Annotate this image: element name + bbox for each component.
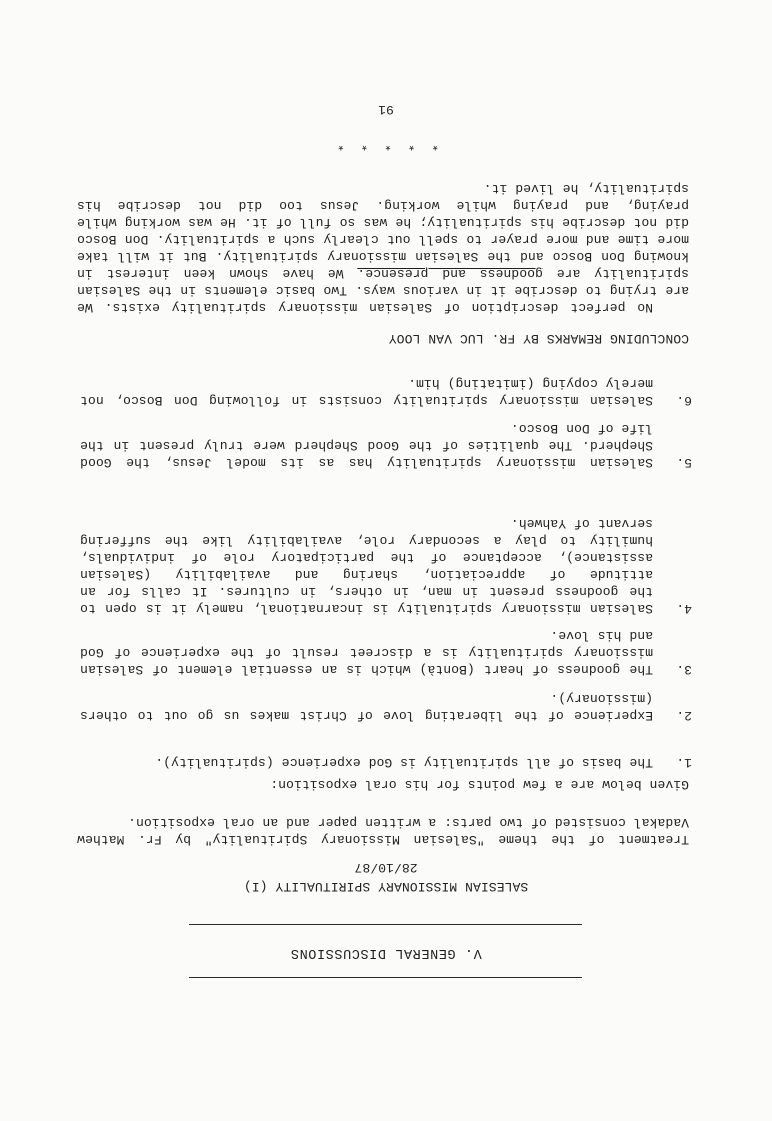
- concluding-underlined: goodness and presence.: [357, 266, 543, 281]
- middle-rule: [189, 924, 582, 925]
- point-number: 6.: [676, 393, 692, 408]
- point-number: 4.: [676, 601, 692, 616]
- point-text: Experience of the liberating love of Christ makes us go out to others (missionary).: [80, 691, 653, 723]
- section-title: SALESIAN MISSIONARY SPIRITUALITY (I): [243, 879, 529, 894]
- concluding-heading: CONCLUDING REMARKS BY FR. LUC VAN LOOY: [388, 331, 689, 346]
- section-date: 28/10/87: [354, 860, 418, 875]
- separator-stars: * * * * *: [332, 137, 440, 152]
- concluding-paragraph: [77, 180, 689, 316]
- page-number: 91: [378, 102, 394, 117]
- intro-lead: Given below are a few points for his oral exposition:: [270, 777, 689, 792]
- intro-paragraph: Treatment of the theme "Salesian Missionary Spirituality" by Fr. Mathew Vadakal consisted of two parts: a written paper and an oral exposition.: [77, 815, 689, 847]
- point-number: 3.: [676, 662, 692, 677]
- point-text: The basis of all spirituality is God experience (spirituality).: [155, 755, 653, 770]
- point-text: Salesian missionary spirituality consists in following Don Bosco, not merely copying (imitating) him.: [80, 376, 653, 408]
- top-rule: [189, 977, 582, 978]
- point-number: 5.: [676, 455, 692, 470]
- section-heading: V. GENERAL DISCUSSIONS: [290, 945, 482, 960]
- point-number: 2.: [676, 708, 692, 723]
- point-text: Salesian missionary spirituality has as its model Jesus, the Good Shepherd. The qualities of the Good Shepherd were truly present in the life of Don Bosco.: [80, 421, 653, 470]
- point-text: The goodness of heart (Bontà) which is an essential element of Salesian missionary spirituality is a discreet result of the experience of God and his love.: [80, 628, 653, 677]
- point-number: 1.: [676, 755, 692, 770]
- concluding-text-a: No perfect description of Salesian missionary spirituality exists. We are trying to describe it in various ways. Two basic elements in the Salesian spirituality are: [77, 266, 689, 315]
- point-text: Salesian missionary spirituality is incarnational, namely it is open to the goodness present in man, in others, in cultures. It calls for an attitude of appreciation, sharing and availability (Salesian assistance), acceptance of the participatory role of individuals, humility to play a secondary role, availability like the suffering servant of Yahweh.: [80, 516, 653, 616]
- concluding-text-b: We have shown keen interest in knowing Don Bosco and the Salesian missionary spirituality. But it will take more time and more prayer to spell out clearly such a spirituality. Don Bosco did not describe his spirituality; he was so full of it. He was working while praying, and praying while working. Jesus too did not describe his spirituality, he lived it.: [77, 181, 689, 281]
